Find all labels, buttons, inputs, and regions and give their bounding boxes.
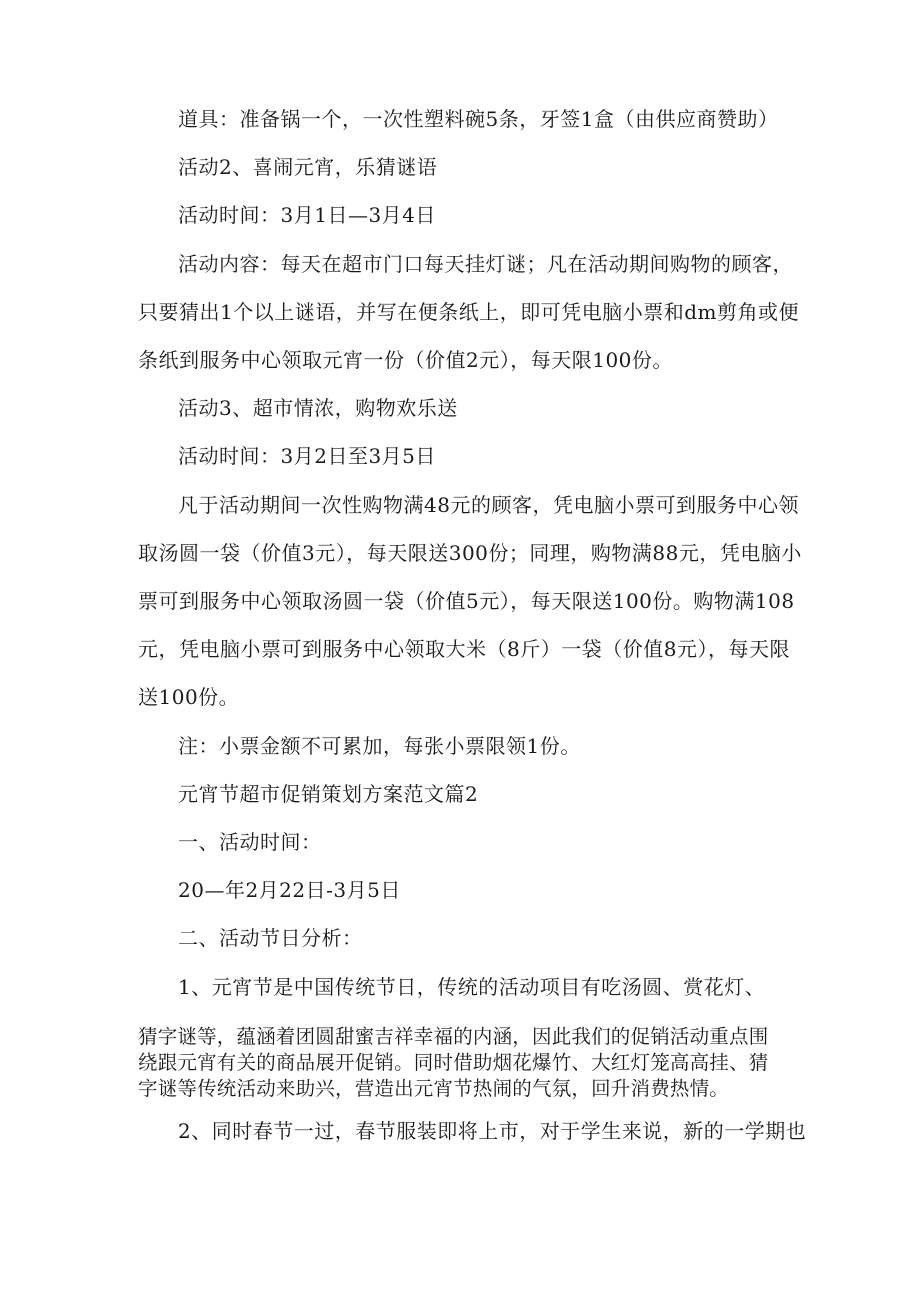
text-line-activity-2-time: 活动时间：3月1日—3月4日 [178, 203, 436, 227]
text-line-analysis-1-a: 1、元宵节是中国传统节日，传统的活动项目有吃汤圆、赏花灯、 [178, 975, 766, 999]
text-line-date-range: 20—年2月22日-3月5日 [178, 878, 401, 902]
heading-holiday-analysis: 二、活动节日分析： [178, 926, 363, 950]
text-line-analysis-1-b: 猜字谜等，蕴涵着团圆甜蜜吉祥幸福的内涵，因此我们的促销活动重点围 [138, 1025, 769, 1048]
text-line-activity-3-content-4: 元，凭电脑小票可到服务中心领取大米（8斤）一袋（价值8元），每天限 [138, 637, 790, 661]
text-line-analysis-1-d: 字谜等传统活动来助兴，营造出元宵节热闹的气氛，回升消费热情。 [138, 1077, 730, 1100]
text-line-analysis-2: 2、同时春节一过，春节服装即将上市，对于学生来说，新的一学期也 [178, 1119, 807, 1143]
text-line-props: 道具：准备锅一个，一次性塑料碗5条，牙签1盒（由供应商赞助） [178, 107, 779, 131]
text-line-activity-3-content-3: 票可到服务中心领取汤圆一袋（价值5元），每天限送100份。购物满108 [138, 589, 795, 613]
heading-activity-3: 活动3、超市情浓，购物欢乐送 [178, 396, 458, 420]
text-line-activity-2-content-3: 条纸到服务中心领取元宵一份（价值2元），每天限100份。 [138, 348, 673, 372]
section-title-article-2: 元宵节超市促销策划方案范文篇2 [178, 782, 479, 806]
text-line-activity-2-content-1: 活动内容：每天在超市门口每天挂灯谜；凡在活动期间购物的顾客， [178, 252, 793, 276]
text-line-activity-3-content-5: 送100份。 [138, 685, 240, 709]
heading-activity-time: 一、活动时间： [178, 830, 322, 854]
text-line-note: 注：小票金额不可累加，每张小票限领1份。 [178, 734, 581, 758]
text-line-activity-3-content-2: 取汤圆一袋（价值3元），每天限送300份；同理，购物满88元，凭电脑小 [138, 541, 802, 565]
text-line-analysis-1-c: 绕跟元宵有关的商品展开促销。同时借助烟花爆竹、大红灯笼高高挂、猜 [138, 1051, 769, 1074]
heading-activity-2: 活动2、喜闹元宵，乐猜谜语 [178, 155, 438, 179]
text-line-activity-3-content-1: 凡于活动期间一次性购物满48元的顾客，凭电脑小票可到服务中心领 [178, 493, 799, 517]
text-line-activity-2-content-2: 只要猜出1个以上谜语，并写在便条纸上，即可凭电脑小票和dm剪角或便 [138, 300, 799, 324]
text-line-activity-3-time: 活动时间：3月2日至3月5日 [178, 444, 436, 468]
